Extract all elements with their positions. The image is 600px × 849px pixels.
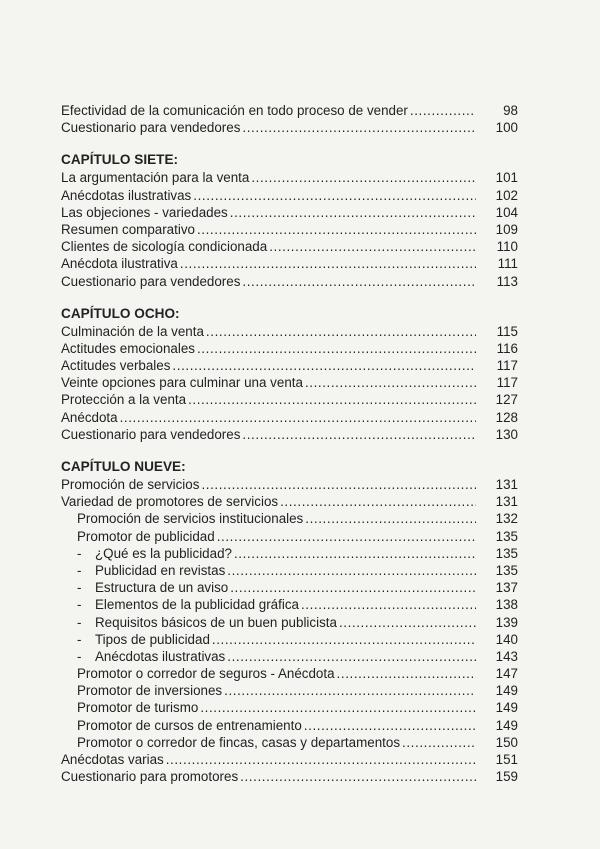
toc-entry (61, 631, 518, 648)
chapter-heading: CAPÍTULO NUEVE: (61, 459, 186, 474)
dot-leader (242, 119, 476, 136)
toc-entry-title: Anécdotas varias (61, 752, 164, 767)
toc-entry (61, 255, 518, 272)
toc-entry (61, 391, 518, 408)
toc-entry-page: 149 (495, 700, 518, 716)
dot-leader (410, 102, 476, 119)
toc-entry-page: 116 (496, 340, 518, 356)
dot-leader (230, 204, 476, 221)
toc-entry (61, 221, 518, 238)
dot-leader (166, 751, 476, 768)
list-dash: - (77, 614, 82, 630)
toc-entry-title: Actitudes verbales (61, 358, 171, 374)
toc-entry-page: 127 (495, 392, 518, 408)
dot-leader (251, 169, 476, 186)
dot-leader (280, 493, 476, 510)
toc-entry-page: 104 (495, 204, 518, 220)
dot-leader (197, 340, 476, 357)
dot-leader (339, 614, 476, 631)
toc-entry-title: La argumentación para la venta (61, 170, 250, 186)
toc-entry (61, 699, 518, 716)
toc-entry (61, 169, 518, 186)
toc-entry-title: Promotor o corredor de fincas, casas y departamentos (77, 734, 401, 750)
toc-entry-title: Promotor de cursos de entrenamiento (77, 717, 302, 733)
toc-entry (61, 426, 518, 443)
toc-entry (61, 562, 518, 579)
toc-entry (61, 734, 518, 751)
toc-entry-title: Anécdotas ilustrativas (61, 187, 192, 203)
toc-entry-title: Efectividad de la comunicación en todo proceso de vender (61, 103, 408, 118)
toc-section (61, 458, 518, 785)
toc-entry-page: 149 (495, 683, 518, 699)
toc-entry (61, 238, 518, 255)
dot-leader (227, 648, 476, 665)
toc-entry-title: Cuestionario para vendedores (61, 426, 241, 442)
dot-leader (188, 391, 476, 408)
toc-entry-title: Estructura de un aviso (95, 580, 229, 596)
dot-leader (269, 238, 476, 255)
dot-leader (305, 510, 476, 527)
toc-entry-title: Promotor o corredor de seguros - Anécdota (77, 666, 335, 682)
dot-leader (301, 596, 476, 613)
toc-entry (61, 717, 518, 734)
toc-entry-title: Promotor de publicidad (77, 528, 215, 544)
dot-leader (200, 699, 476, 716)
toc-entry-page: 138 (495, 597, 518, 613)
table-of-contents (61, 102, 518, 785)
toc-entry-title: Promoción de servicios (61, 477, 200, 492)
toc-entry-page: 159 (495, 769, 518, 785)
list-dash: - (77, 545, 82, 561)
toc-section (61, 102, 518, 136)
toc-entry-page: 137 (495, 580, 518, 596)
toc-entry-title: ¿Qué es la publicidad? (95, 545, 232, 561)
toc-entry-page: 115 (496, 323, 518, 339)
dot-leader (120, 409, 476, 426)
dot-leader (240, 768, 476, 785)
toc-entry-title: Elementos de la publicidad gráfica (95, 597, 299, 613)
toc-entry-title: Cuestionario para vendedores (61, 120, 241, 136)
toc-entry-page: 151 (495, 752, 518, 767)
toc-entry (61, 665, 518, 682)
list-dash: - (77, 631, 82, 647)
chapter-heading: CAPÍTULO OCHO: (61, 305, 180, 321)
toc-entry-page: 149 (495, 717, 518, 733)
toc-entry-page: 109 (495, 221, 518, 237)
toc-entry-page: 135 (495, 528, 518, 544)
toc-entry-page: 128 (495, 409, 518, 425)
toc-entry (61, 751, 518, 768)
toc-entry (61, 476, 518, 493)
toc-entry-title: Promotor de turismo (77, 700, 199, 716)
toc-entry-page: 140 (495, 631, 518, 647)
dot-leader (217, 528, 476, 545)
toc-entry-page: 135 (495, 562, 518, 578)
dot-leader (242, 273, 476, 290)
toc-entry-title: Cuestionario para promotores (61, 769, 239, 785)
toc-entry-page: 110 (496, 239, 518, 255)
toc-section (61, 151, 518, 289)
dot-leader (172, 357, 476, 374)
toc-entry (61, 340, 518, 357)
toc-entry (61, 510, 518, 527)
toc-entry-page: 102 (495, 187, 518, 203)
toc-section (61, 305, 518, 443)
dot-leader (402, 734, 476, 751)
toc-entry-page: 113 (496, 273, 518, 289)
toc-entry (61, 187, 518, 204)
toc-entry-title: Tipos de publicidad (95, 631, 210, 647)
toc-entry-page: 131 (495, 494, 518, 510)
toc-entry-page: 101 (495, 170, 518, 186)
toc-entry-title: Culminación de la venta (61, 323, 204, 339)
dot-leader (337, 665, 476, 682)
toc-entry (61, 357, 518, 374)
toc-entry (61, 614, 518, 631)
dot-leader (234, 545, 476, 562)
toc-entry-title: Las objeciones - variedades (61, 204, 228, 220)
list-dash: - (77, 580, 82, 596)
toc-entry (61, 648, 518, 665)
toc-entry (61, 409, 518, 426)
toc-entry (61, 204, 518, 221)
toc-entry-title: Promoción de servicios institucionales (77, 511, 304, 527)
toc-entry (61, 579, 518, 596)
toc-entry (61, 119, 518, 136)
list-dash: - (77, 597, 82, 613)
toc-entry-page: 132 (495, 511, 518, 527)
toc-entry-title: Requisitos básicos de un buen publicista (95, 614, 337, 630)
toc-entry-title: Cuestionario para vendedores (61, 273, 241, 289)
toc-entry-page: 111 (497, 256, 518, 272)
toc-entry-title: Variedad de promotores de servicios (61, 494, 279, 510)
chapter-heading: CAPÍTULO SIETE: (61, 152, 179, 168)
toc-entry (61, 374, 518, 391)
toc-entry-page: 139 (495, 614, 518, 630)
dot-leader (304, 717, 476, 734)
toc-entry-page: 143 (495, 648, 518, 664)
toc-entry (61, 768, 518, 785)
dot-leader (224, 682, 476, 699)
toc-entry (61, 102, 518, 119)
toc-entry-page: 131 (495, 477, 518, 492)
dot-leader (227, 562, 476, 579)
toc-entry-title: Anécdota ilustrativa (61, 256, 178, 272)
toc-entry-page: 135 (495, 545, 518, 561)
dot-leader (180, 255, 476, 272)
list-dash: - (77, 562, 82, 578)
toc-entry-title: Actitudes emocionales (61, 340, 195, 356)
list-dash: - (77, 648, 82, 664)
dot-leader (305, 374, 476, 391)
toc-entry-title: Protección a la venta (61, 392, 187, 408)
dot-leader (206, 323, 476, 340)
toc-entry-title: Veinte opciones para culminar una venta (61, 375, 303, 391)
toc-entry-title: Anécdota (61, 409, 118, 425)
toc-entry-page: 130 (495, 426, 518, 442)
toc-entry (61, 323, 518, 340)
toc-entry-page: 100 (495, 120, 518, 136)
toc-entry (61, 273, 518, 290)
toc-entry-page: 98 (503, 103, 518, 118)
toc-entry-title: Promotor de inversiones (77, 683, 223, 699)
dot-leader (201, 476, 476, 493)
toc-entry-page: 150 (495, 734, 518, 750)
dot-leader (230, 579, 476, 596)
toc-entry (61, 682, 518, 699)
dot-leader (193, 187, 476, 204)
toc-entry-page: 117 (496, 375, 518, 391)
toc-entry-title: Clientes de sicología condicionada (61, 239, 268, 255)
toc-entry-title: Publicidad en revistas (95, 562, 226, 578)
toc-entry (61, 596, 518, 613)
toc-entry (61, 528, 518, 545)
dot-leader (242, 426, 476, 443)
toc-entry-page: 117 (496, 358, 518, 374)
toc-entry-page: 147 (495, 666, 518, 682)
toc-entry (61, 545, 518, 562)
dot-leader (197, 221, 476, 238)
dot-leader (212, 631, 476, 648)
toc-entry-title: Resumen comparativo (61, 221, 195, 237)
toc-entry-title: Anécdotas ilustrativas (95, 648, 226, 664)
toc-entry (61, 493, 518, 510)
